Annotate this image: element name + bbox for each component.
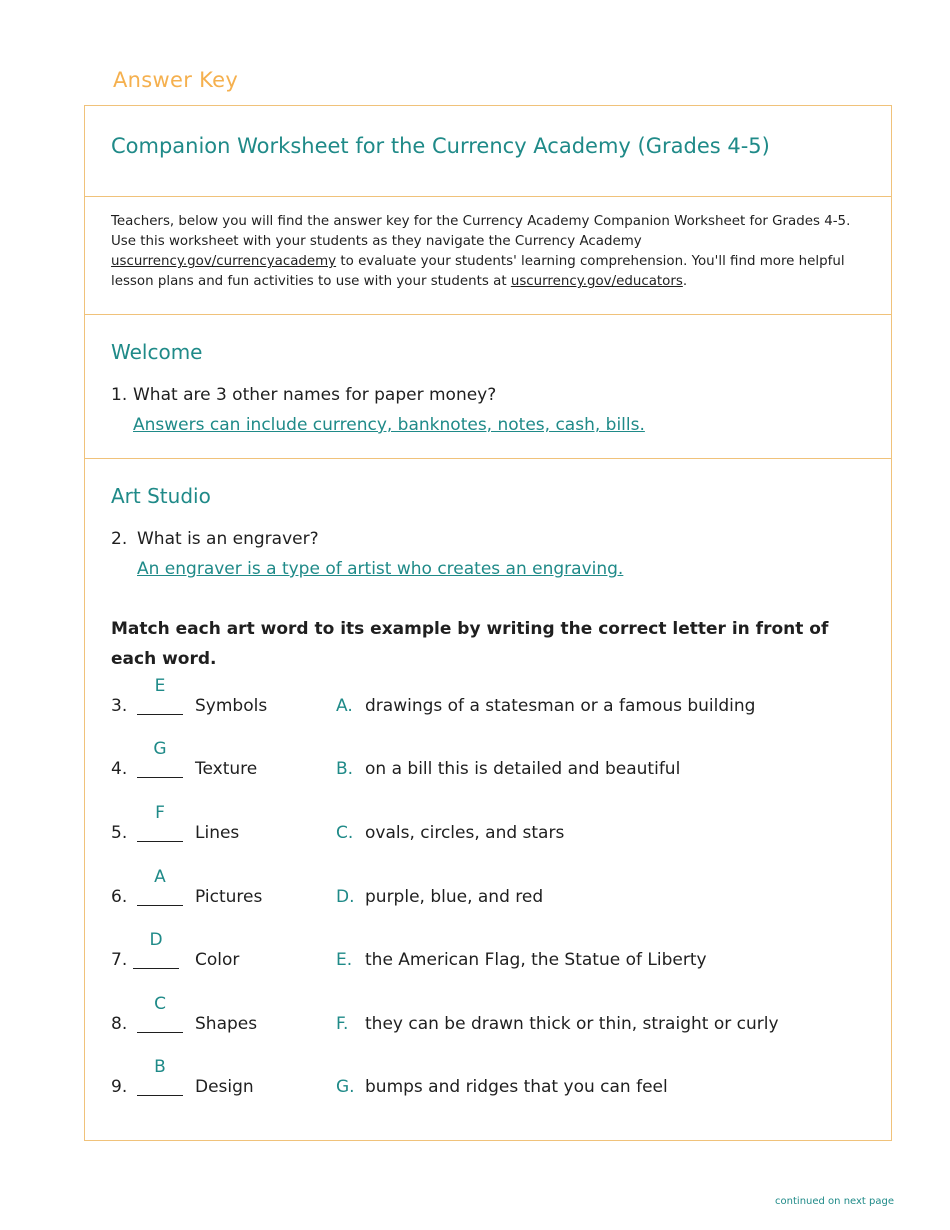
option-text: the American Flag, the Statue of Liberty [365,950,707,970]
option-text: bumps and ridges that you can feel [365,1077,668,1097]
art-word: Design [195,1077,254,1097]
answer-1: Answers can include currency, banknotes, notes, cash, bills. [133,415,645,435]
option-text: purple, blue, and red [365,887,544,907]
option-letter: E. [336,950,353,970]
matching-row [111,930,871,974]
intro-text-2: to evaluate your students' learning comprehension. You'll find more helpful lesson plans and fun activities to use with your students at [111,254,845,289]
row-number: 9. [111,1077,128,1097]
art-word: Texture [195,759,258,779]
option-letter: G. [336,1077,355,1097]
row-number: 4. [111,759,128,779]
row-number: 7. [111,950,128,970]
matching-row [111,676,871,720]
row-number: 6. [111,887,128,907]
question-text: What is an engraver? [137,529,319,549]
continued-note: continued on next page [775,1196,894,1207]
welcome-heading: Welcome [111,340,203,364]
question-1 [111,385,496,405]
answer-blank[interactable] [137,803,183,842]
currency-academy-link[interactable]: uscurrency.gov/currencyacademy [111,254,337,269]
matching-row [111,803,871,847]
matching-instructions: Match each art word to its example by writing the correct letter in front of each word. [111,619,829,669]
art-word: Pictures [195,887,263,907]
answer-blank[interactable] [137,676,183,715]
divider [85,314,891,315]
matching-row [111,994,871,1038]
answer-letter: D [149,930,163,950]
question-text: What are 3 other names for paper money? [133,385,497,405]
art-word: Lines [195,823,240,843]
option-letter: D. [336,887,355,907]
answer-blank[interactable] [137,1057,183,1096]
matching-row [111,1057,871,1101]
art-word: Shapes [195,1014,258,1034]
answer-blank[interactable] [133,930,179,969]
divider [85,196,891,197]
worksheet-title: Companion Worksheet for the Currency Academy (Grades 4-5) [111,134,770,158]
worksheet-frame [84,105,892,1141]
intro-text-3: . [682,274,688,289]
matching-row [111,739,871,783]
option-letter: F. [336,1014,349,1034]
answer-letter: E [154,676,166,696]
art-studio-heading: Art Studio [111,484,211,508]
art-word: Color [195,950,240,970]
art-word: Symbols [195,696,268,716]
question-number: 2. [111,529,128,549]
intro-paragraph [111,212,871,292]
answer-blank[interactable] [137,994,183,1033]
answer-letter: C [154,994,166,1014]
answer-blank[interactable] [137,867,183,906]
row-number: 3. [111,696,128,716]
question-number: 1. [111,385,128,405]
answer-2: An engraver is a type of artist who creates an engraving. [137,559,624,579]
answer-letter: F [155,803,165,823]
answer-key-label: Answer Key [113,68,239,92]
option-letter: C. [336,823,354,843]
intro-text-1: Teachers, below you will find the answer key for the Currency Academy Companion Worksheet for Grades 4-5. Use this worksheet with your students as they navigate the Currency Academy [111,214,851,249]
answer-letter: A [154,867,166,887]
option-text: they can be drawn thick or thin, straight or curly [365,1014,779,1034]
question-2 [111,529,319,549]
row-number: 5. [111,823,128,843]
option-text: ovals, circles, and stars [365,823,565,843]
row-number: 8. [111,1014,128,1034]
option-letter: A. [336,696,353,716]
option-text: drawings of a statesman or a famous building [365,696,756,716]
option-text: on a bill this is detailed and beautiful [365,759,681,779]
answer-blank[interactable] [137,739,183,778]
matching-row [111,867,871,911]
divider [85,458,891,459]
option-letter: B. [336,759,354,779]
answer-letter: G [153,739,167,759]
educators-link[interactable]: uscurrency.gov/educators [510,274,683,289]
answer-letter: B [154,1057,166,1077]
